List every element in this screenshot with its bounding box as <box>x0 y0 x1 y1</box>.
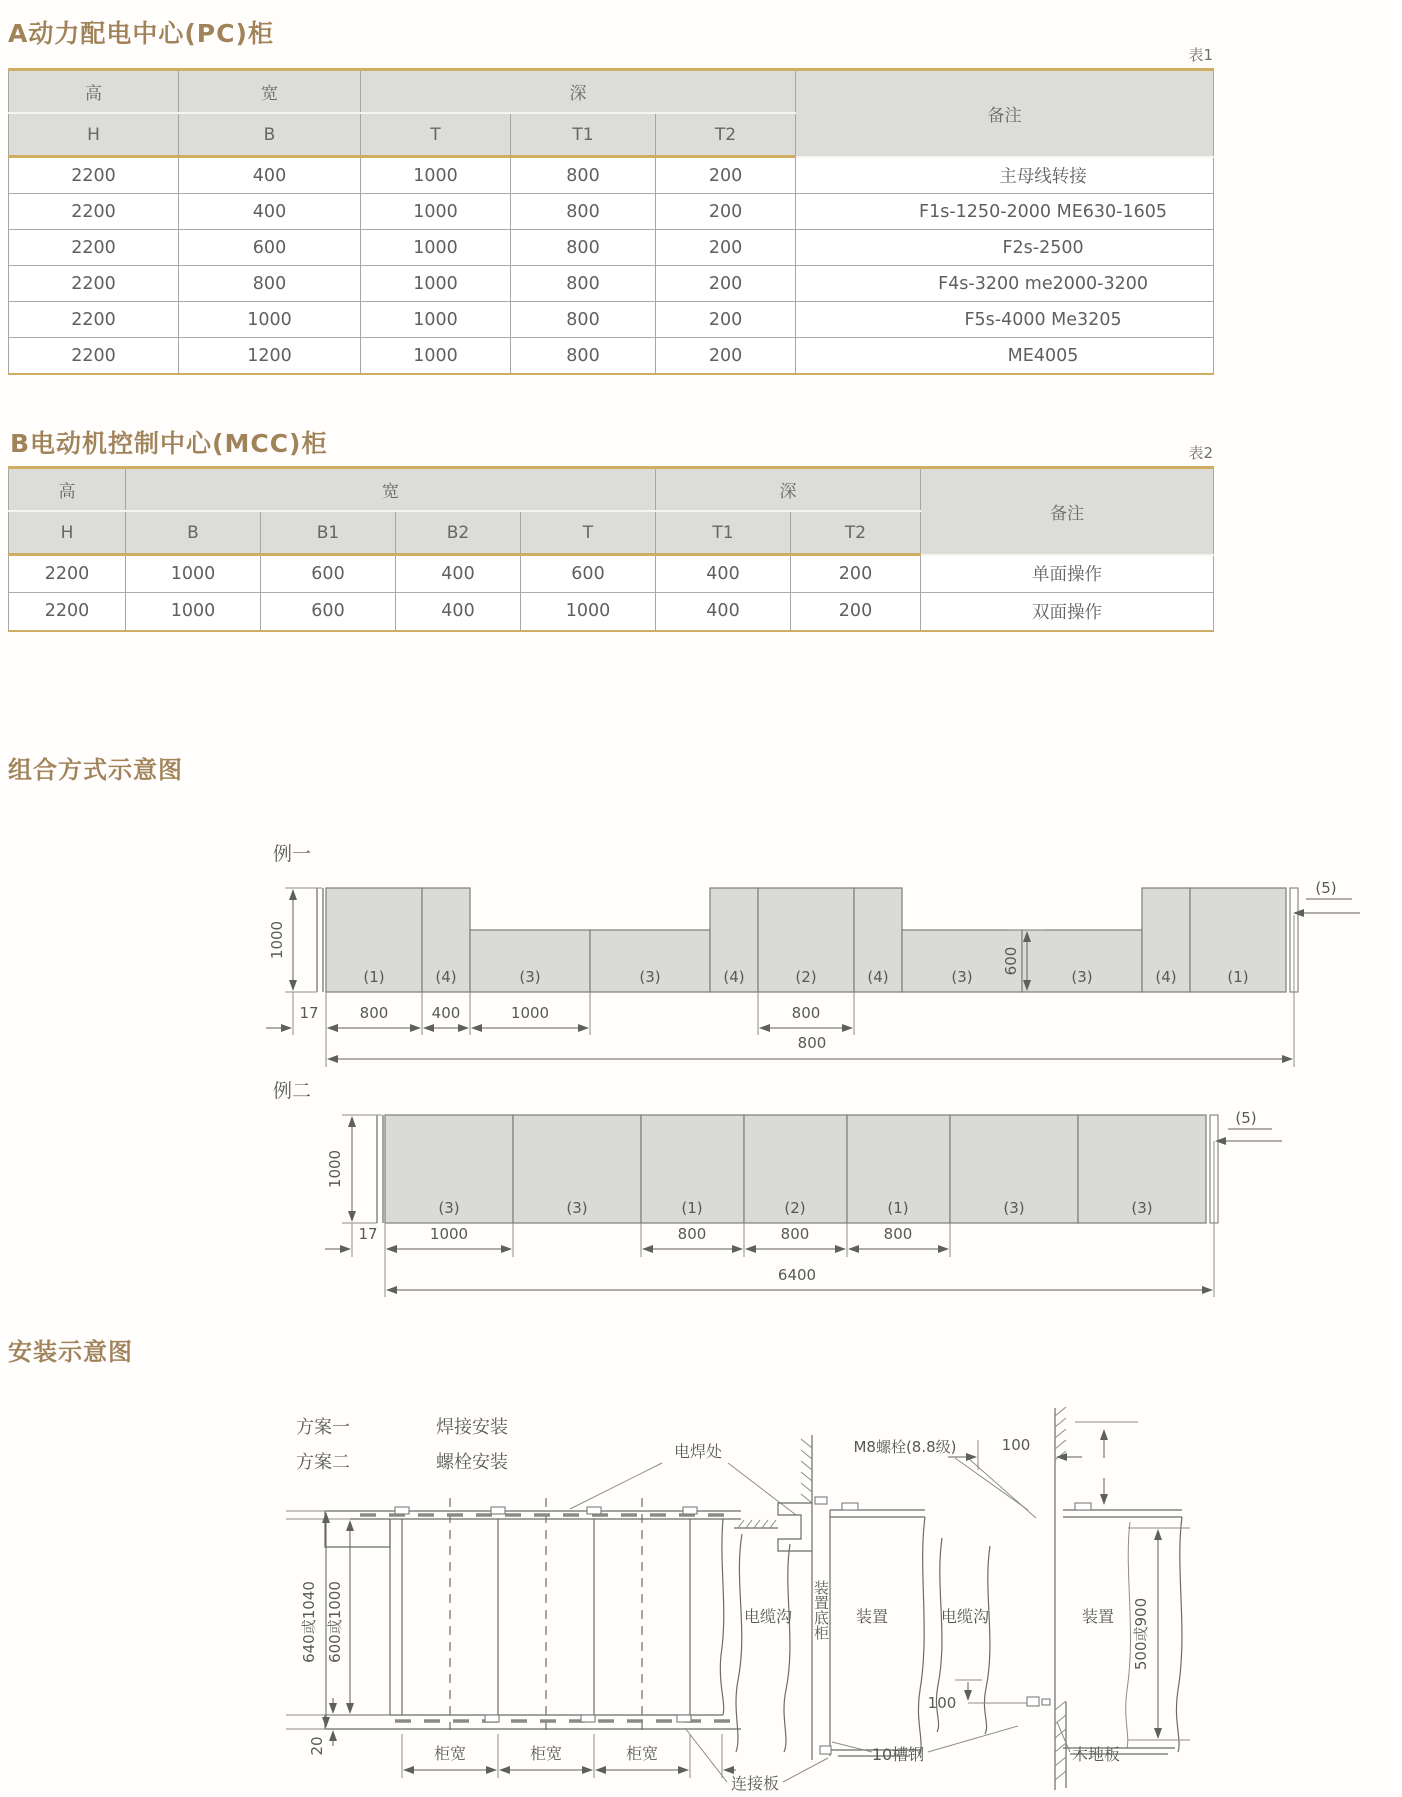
width-dim: 800 <box>791 1004 821 1022</box>
bolt-spec-label: M8螺栓(8.8级) <box>853 1438 957 1456</box>
dim-500-900: 500或900 <box>1132 1597 1150 1671</box>
block-label: (4) <box>435 968 457 986</box>
table-row <box>9 555 1214 593</box>
col-t1: T1 <box>656 511 791 555</box>
combination-heading: 组合方式示意图 <box>8 756 183 784</box>
table-row <box>9 157 1214 194</box>
cell: 400 <box>179 157 361 194</box>
channel-steel-label: 10槽钢 <box>871 1745 925 1764</box>
break-line <box>918 1517 925 1754</box>
col-t: T <box>361 113 511 157</box>
scheme-2-name: 方案二 <box>296 1452 350 1473</box>
cell: 2200 <box>9 302 179 338</box>
cell: 1000 <box>126 555 261 593</box>
cell: 2200 <box>9 157 179 194</box>
col-width: 宽 <box>179 70 361 114</box>
section-welded <box>570 1435 925 1760</box>
col-depth: 深 <box>361 70 796 114</box>
example-1-label: 例一 <box>273 843 312 865</box>
block-label: (3) <box>566 1199 588 1217</box>
cell: 200 <box>656 230 796 266</box>
cell: 200 <box>656 302 796 338</box>
block-label: (4) <box>1155 968 1177 986</box>
cell: 1000 <box>521 593 656 631</box>
combination-example-1-diagram <box>230 835 1390 1075</box>
block-label: (3) <box>519 968 541 986</box>
cell: 1000 <box>361 302 511 338</box>
block-label: (3) <box>438 1199 460 1217</box>
cell: 1000 <box>179 302 361 338</box>
cell: 200 <box>791 593 921 631</box>
table-row <box>9 302 1214 338</box>
cell: 800 <box>179 266 361 302</box>
block-label: (1) <box>363 968 385 986</box>
end-tag: (5) <box>1235 1109 1257 1127</box>
col-b: B <box>179 113 361 157</box>
cabinet-width-dim: 柜宽 <box>529 1744 563 1763</box>
width-dim: 800 <box>883 1225 913 1243</box>
dim-600-1000: 600或1000 <box>326 1581 344 1663</box>
break-line <box>784 1544 790 1752</box>
cell: 800 <box>511 230 656 266</box>
cell: 2200 <box>9 230 179 266</box>
cell: 800 <box>511 157 656 194</box>
cabinet-width-dim: 柜宽 <box>625 1744 659 1763</box>
block-label: (4) <box>867 968 889 986</box>
section-b-title: B电动机控制中心(MCC)柜 <box>10 429 328 458</box>
block-label: (1) <box>887 1199 909 1217</box>
cell-note: 主母线转接 <box>796 157 1214 194</box>
cell-note: ME4005 <box>796 338 1214 375</box>
block-label: (1) <box>681 1199 703 1217</box>
cell: 1000 <box>361 338 511 375</box>
cell: 800 <box>511 194 656 230</box>
col-depth: 深 <box>656 468 921 512</box>
block-label: (2) <box>795 968 817 986</box>
height-dim: 1000 <box>326 1149 344 1189</box>
col-t1: T1 <box>511 113 656 157</box>
block-label: (3) <box>951 968 973 986</box>
cell: 1000 <box>126 593 261 631</box>
table-1 <box>8 68 1213 375</box>
dim-100-bottom: 100 <box>927 1694 957 1712</box>
table-1-group-row <box>9 70 1214 114</box>
table-2-group-row <box>9 468 1214 512</box>
width-dim: 800 <box>677 1225 707 1243</box>
device-base-cabinet-label: 装置底柜 <box>812 1580 830 1640</box>
cell: 1000 <box>361 230 511 266</box>
block-label: (1) <box>1227 968 1249 986</box>
dim-640-1040: 640或1040 <box>300 1581 318 1663</box>
device-label: 装置 <box>1081 1607 1115 1626</box>
installation-diagram <box>230 1400 1402 1797</box>
section-bolted <box>853 1407 1190 1790</box>
cell: 200 <box>656 266 796 302</box>
col-b1: B1 <box>261 511 396 555</box>
cell-note: 双面操作 <box>921 593 1214 631</box>
scheme-1-name: 方案一 <box>296 1417 350 1438</box>
cell: 1000 <box>361 157 511 194</box>
cell: 800 <box>511 302 656 338</box>
cell: 2200 <box>9 593 126 631</box>
weld-point-label: 电焊处 <box>673 1442 723 1461</box>
cell: 1200 <box>179 338 361 375</box>
block-label: (3) <box>639 968 661 986</box>
device-label: 装置 <box>855 1607 889 1626</box>
mcc-cabinet-table <box>8 466 1214 632</box>
block-label: (2) <box>784 1199 806 1217</box>
example-2-label: 例二 <box>273 1080 312 1102</box>
col-h: H <box>9 511 126 555</box>
break-line <box>736 1534 742 1752</box>
plan-view <box>325 1498 741 1730</box>
col-remark: 备注 <box>796 70 1214 157</box>
cell: 400 <box>179 194 361 230</box>
block-label: (3) <box>1131 1199 1153 1217</box>
cell: 1000 <box>361 194 511 230</box>
col-t2: T2 <box>791 511 921 555</box>
pc-cabinet-table <box>8 68 1214 375</box>
block-label: (3) <box>1071 968 1093 986</box>
cell: 200 <box>656 338 796 375</box>
cell: 1000 <box>361 266 511 302</box>
cabinet-width-dim: 柜宽 <box>433 1744 467 1763</box>
table-row <box>9 194 1214 230</box>
cell: 400 <box>396 555 521 593</box>
table-1-tag: 表1 <box>1188 46 1213 64</box>
break-line <box>1126 1522 1131 1748</box>
cell: 2200 <box>9 194 179 230</box>
width-dim: 800 <box>359 1004 389 1022</box>
col-b: B <box>126 511 261 555</box>
total-dim: 800 <box>797 1034 827 1052</box>
cable-trench-label: 电缆沟 <box>743 1607 793 1626</box>
scheme-2-method: 螺栓安装 <box>436 1452 508 1473</box>
cable-trench-label: 电缆沟 <box>940 1607 990 1626</box>
cell: 2200 <box>9 266 179 302</box>
width-dim: 800 <box>780 1225 810 1243</box>
col-b2: B2 <box>396 511 521 555</box>
cell: 2200 <box>9 555 126 593</box>
break-line <box>1176 1517 1182 1752</box>
inner-dim: 600 <box>1002 946 1020 976</box>
col-t: T <box>521 511 656 555</box>
width-dim: 1000 <box>510 1004 550 1022</box>
connecting-plate-label: 连接板 <box>730 1774 780 1793</box>
cell-note: F1s-1250-2000 ME630-1605 <box>796 194 1214 230</box>
cell: 2200 <box>9 338 179 375</box>
end-tag: (5) <box>1315 879 1337 897</box>
cell: 800 <box>511 266 656 302</box>
cell: 400 <box>656 555 791 593</box>
cell-note: F2s-2500 <box>796 230 1214 266</box>
col-h: H <box>9 113 179 157</box>
dim-100-top: 100 <box>1001 1436 1031 1454</box>
col-width: 宽 <box>126 468 656 512</box>
offset-dim: 17 <box>299 1004 319 1022</box>
width-dim: 1000 <box>429 1225 469 1243</box>
cell-note: 单面操作 <box>921 555 1214 593</box>
cell: 600 <box>261 555 396 593</box>
combination-example-2-diagram <box>230 1075 1390 1305</box>
cell: 600 <box>179 230 361 266</box>
offset-dim: 17 <box>358 1225 378 1243</box>
total-dim: 6400 <box>777 1266 817 1284</box>
col-height: 高 <box>9 70 179 114</box>
installation-heading: 安装示意图 <box>8 1338 133 1366</box>
plan-dims-left <box>286 1511 390 1756</box>
height-dim: 1000 <box>268 920 286 960</box>
cell: 800 <box>511 338 656 375</box>
dim-20: 20 <box>308 1736 326 1756</box>
wood-floor-label: 木地板 <box>1071 1745 1121 1764</box>
cell-note: F4s-3200 me2000-3200 <box>796 266 1214 302</box>
section-a-title: A动力配电中心(PC)柜 <box>8 19 274 48</box>
cell: 200 <box>791 555 921 593</box>
cell: 600 <box>261 593 396 631</box>
cell-note: F5s-4000 Me3205 <box>796 302 1214 338</box>
table-2-tag: 表2 <box>1188 444 1213 462</box>
block-label: (3) <box>1003 1199 1025 1217</box>
table-2 <box>8 466 1213 632</box>
plan-dims-bottom <box>402 1734 736 1778</box>
cell: 200 <box>656 157 796 194</box>
cell: 400 <box>656 593 791 631</box>
table-row <box>9 230 1214 266</box>
block-label: (4) <box>723 968 745 986</box>
col-remark: 备注 <box>921 468 1214 555</box>
table-row <box>9 593 1214 631</box>
cell: 400 <box>396 593 521 631</box>
table-row <box>9 338 1214 375</box>
width-dim: 400 <box>431 1004 461 1022</box>
table-row <box>9 266 1214 302</box>
cell: 600 <box>521 555 656 593</box>
col-height: 高 <box>9 468 126 512</box>
break-line <box>984 1546 990 1734</box>
scheme-1-method: 焊接安装 <box>436 1417 508 1438</box>
cell: 200 <box>656 194 796 230</box>
col-t2: T2 <box>656 113 796 157</box>
